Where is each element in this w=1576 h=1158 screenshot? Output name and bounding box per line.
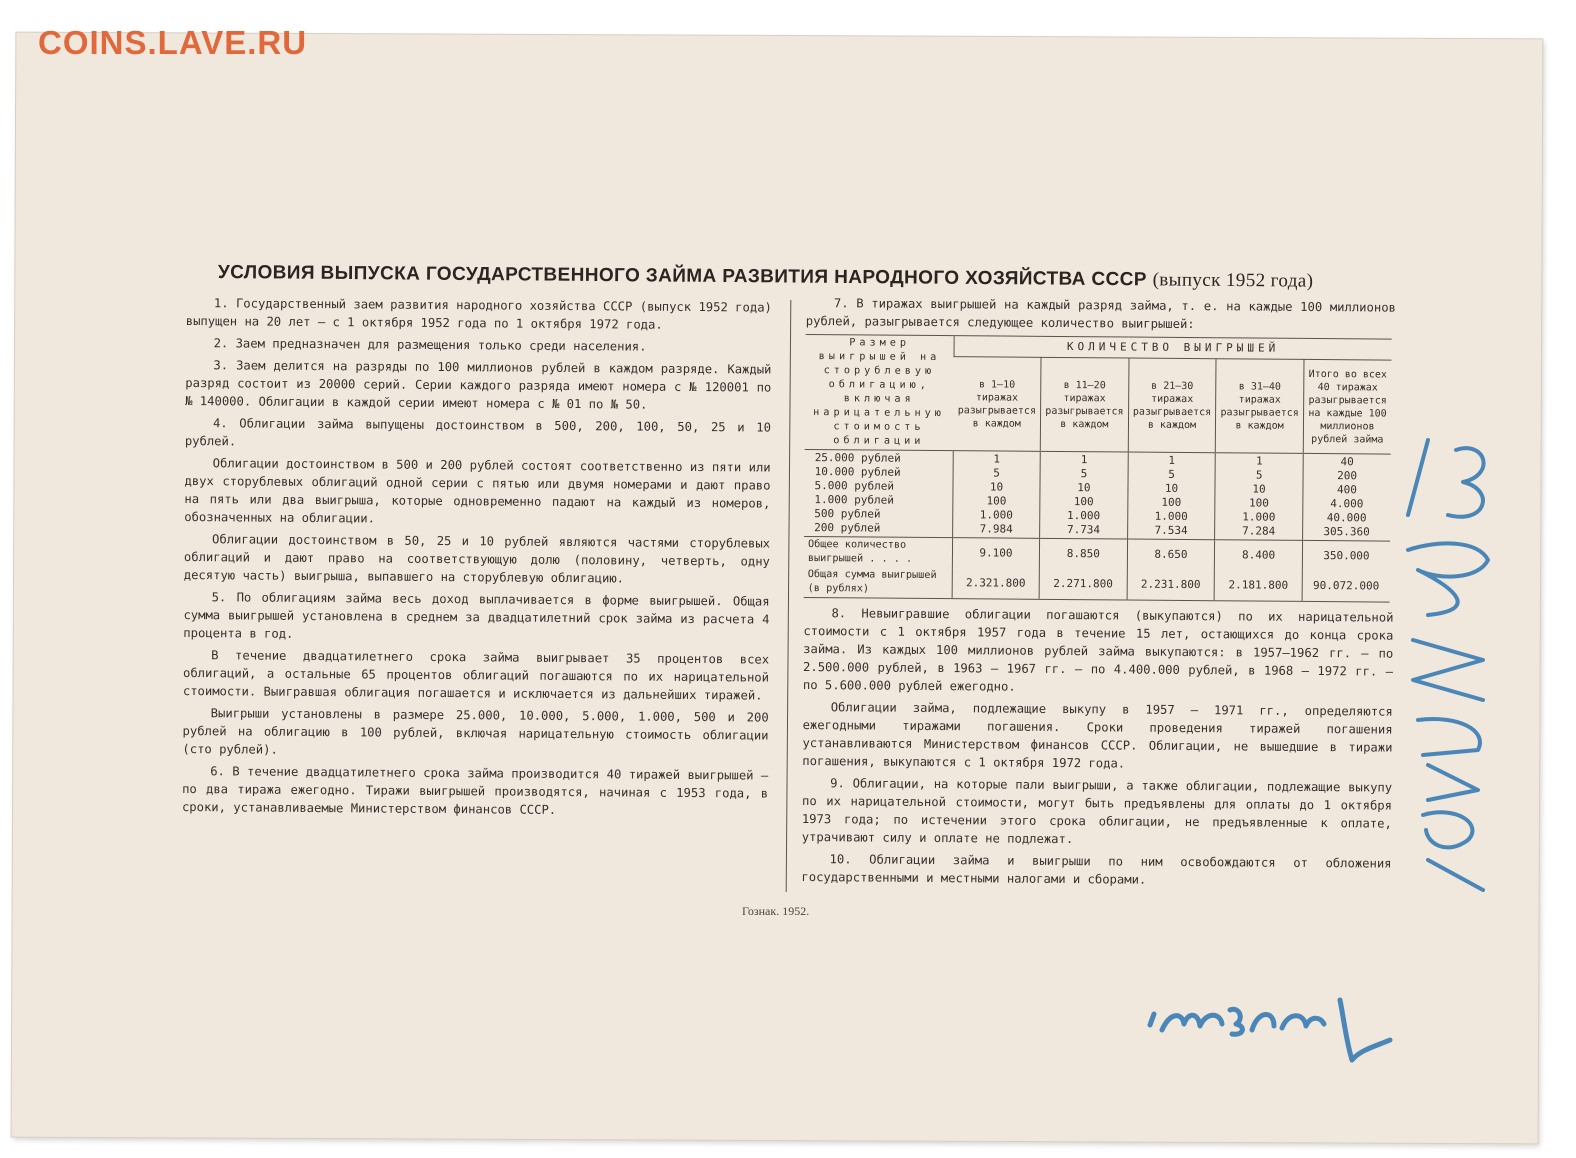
cell: 1.000	[1242, 510, 1276, 524]
cell: 7.984	[979, 522, 1013, 536]
clause-paragraph: 4. Облигации займа выпущены достоинством в 500, 200, 100, 50, 25 и 10 рублей.	[184, 416, 772, 449]
cell: 5	[1080, 467, 1088, 481]
cell: 5	[1255, 468, 1263, 482]
table-column-header: в 1—10 тиражах разыгрывается в каждом	[953, 357, 1041, 452]
cell: 5	[993, 466, 1000, 480]
cell: 2.231.800	[1127, 570, 1215, 601]
printer-imprint: Гознак. 1952.	[742, 904, 810, 918]
cell: 40	[1340, 455, 1354, 469]
cell: 2.321.800	[952, 568, 1039, 599]
cell: 1	[1168, 453, 1176, 467]
clause-paragraph: 8. Невыигравшие облигации погашаются (выкупаются) по их нарицательной стоимости с 1 октября 1957 года в течение 15 лет, остающихся до конца срока займа. Из каждых 100 миллионов рублей займа выкупаются: в 1957—1962 гг. — по 2.500.000 рублей, в 1963 — 1967 гг. — по 4.400.000 рублей, в 1968 — 1972 гг. — по 5.600.000 рублей ежегодно.	[802, 606, 1394, 694]
cell: 40.000	[1326, 511, 1367, 525]
handwritten-signature	[1140, 990, 1400, 1070]
cell: 305.360	[1323, 525, 1370, 539]
cell: 1	[1255, 454, 1263, 468]
cell: 1	[1080, 453, 1088, 467]
cell: 100	[1073, 495, 1094, 509]
cell: 1	[993, 452, 1001, 466]
table-column-header: в 31—40 тиражах разыгрывается в каждом	[1216, 359, 1304, 454]
cell: 10	[1164, 481, 1179, 495]
denomination: 500 рублей	[814, 507, 881, 521]
denomination: 25.000 рублей	[814, 451, 901, 465]
clause-paragraph: В течение двадцатилетнего срока займа выигрывает 35 процентов всех облигаций, а остальные 65 процентов облигаций погашаются по их нарицательной стоимости. Выигравшая облигация погашается и исключается из дальнейших тиражей.	[182, 648, 770, 703]
cell: 200	[1337, 469, 1358, 483]
clause-paragraph: 7. В тиражах выигрышей на каждый разряд займа, т. е. на каждые 100 миллионов рублей, разыгрывается следующее количество выигрышей:	[805, 296, 1396, 332]
denomination: 1.000 рублей	[814, 493, 894, 507]
handwritten-vertical-note	[1368, 420, 1518, 900]
cell: 1.000	[1154, 509, 1188, 524]
total-count-label: Общее количество выигрышей . . . .	[804, 536, 953, 568]
table-row-header: Размер выигрышей на сторублевую облигацию, включая нарицательную стоимость облигации	[805, 334, 954, 450]
table-column-header: в 11—20 тиражах разыгрывается в каждом	[1040, 358, 1128, 453]
clause-paragraph: 9. Облигации, на которые пали выигрыши, а также облигации, подлежащие выкупу по их нарицательной стоимости, могут быть предъявлены для оплаты до 1 октября 1973 года; по истечении этого срока облигации, не предъявленные к оплате, утрачивают силу и оплате не подлежат.	[801, 776, 1393, 847]
total-sum-label: Общая сумма выигрышей (в рублях)	[804, 567, 953, 599]
site-watermark: COINS.LAVE.RU	[38, 24, 308, 61]
title-issue-year: (выпуск 1952 года)	[1152, 269, 1314, 292]
table-column-header: Итого во всех 40 тиражах разыгрывается на каждые 100 миллионов рублей займа	[1303, 360, 1391, 455]
cell: 7.734	[1066, 523, 1101, 537]
table-row-total-count	[804, 536, 1390, 571]
clause-paragraph: 6. В течение двадцатилетнего срока займа производится 40 тиражей выигрышей — по два тиража ежегодно. Тиражи выигрышей производятся, начиная с 1953 года, в сроки, устанавливаемые Министерством финансов СССР.	[181, 764, 769, 817]
value-column	[1215, 453, 1303, 541]
cell: 350.000	[1302, 540, 1390, 571]
clause-paragraph: 1. Государственный заем развития народного хозяйства СССР (выпуск 1952 года) выпущен на 20 лет — с 1 октября 1952 года по 1 октября 1972 года.	[185, 296, 772, 332]
cell: 10	[1077, 481, 1091, 495]
left-column	[182, 294, 772, 825]
cell: 100	[1248, 496, 1269, 510]
cell: 100	[1161, 495, 1182, 509]
cell: 2.271.800	[1039, 569, 1127, 600]
cell: 400	[1336, 483, 1357, 497]
cell: 8.650	[1127, 539, 1215, 570]
cell: 90.072.000	[1302, 571, 1390, 602]
clause-paragraph: Облигации достоинством в 500 и 200 рублей состоят соответственно из пяти или двух сторублевых облигаций одной серии с пятью или двумя номерами и дают право на пять или два выигрыша, которые одновременно падают на каждый из номеров, обозначенных на облигации.	[184, 456, 771, 526]
table-column-header: в 21—30 тиражах разыгрывается в каждом	[1128, 358, 1216, 453]
value-column	[1040, 451, 1128, 539]
cell: 4.000	[1330, 497, 1364, 511]
clause-paragraph: Выигрыши установлены в размере 25.000, 10.000, 5.000, 1.000, 500 и 200 рублей на облигацию в 100 рублей, включая нарицательную стоимость облигации (сто рублей).	[182, 706, 769, 757]
cell: 10	[989, 480, 1004, 494]
cell: 2.181.800	[1214, 570, 1302, 601]
clause-paragraph: 2. Заем предназначен для размещения только среди населения.	[213, 336, 647, 354]
value-column	[1127, 452, 1215, 540]
clause-paragraph: 10. Облигации займа и выигрыши по ним освобождаются от обложения государственными и местными налогами и сборами.	[801, 852, 1392, 887]
cell: 8.850	[1039, 538, 1127, 569]
prize-table	[804, 334, 1392, 603]
denomination-list	[804, 449, 953, 537]
cell: 1.000	[979, 508, 1013, 522]
table-row	[804, 449, 1391, 541]
cell: 1.000	[1067, 509, 1101, 523]
value-column	[953, 451, 1041, 539]
denomination: 200 рублей	[814, 521, 881, 535]
clause-paragraph: Облигации займа, подлежащие выкупу в 1957 — 1971 гг., определяются ежегодными тиражами погашения. Сроки проведения тиражей погашения устанавливаются Министерством финансов СССР. Облигации, не вышедшие в тиражи погашения, выкупаются с 1 октября 1972 года.	[802, 700, 1393, 771]
table-row-total-sum	[804, 567, 1390, 602]
cell: 9.100	[952, 538, 1039, 569]
cell: 7.534	[1154, 523, 1188, 538]
clause-paragraph: Облигации достоинством в 50, 25 и 10 рублей являются частями сторублевых облигаций и дают право на соответствующую долю (половину, четверть, одну десятую часть) выигрыша, выпавшего на сторублевую облигацию.	[183, 532, 771, 586]
cell: 7.284	[1242, 524, 1276, 538]
cell: 5	[1168, 467, 1175, 481]
title-main: УСЛОВИЯ ВЫПУСКА ГОСУДАРСТВЕННОГО ЗАЙМА РАЗВИТИЯ НАРОДНОГО ХОЗЯЙСТВА СССР	[217, 262, 1148, 291]
right-column	[801, 294, 1396, 895]
cell: 8.400	[1215, 540, 1303, 571]
clause-paragraph: 3. Заем делится на разряды по 100 миллионов рублей в каждом разряде. Каждый разряд состоит из 20000 серий. Серии каждого разряда имеют номера с № 120001 по № 140000. Облигации в каждой серии имеют номера с № 01 по № 50.	[185, 358, 772, 412]
denomination: 10.000 рублей	[814, 465, 901, 479]
table-group-header: КОЛИЧЕСТВО ВЫИГРЫШЕЙ	[954, 336, 1392, 361]
denomination: 5.000 рублей	[814, 479, 895, 493]
cell: 100	[986, 494, 1007, 508]
clause-paragraph: 5. По облигациям займа весь доход выплачивается в форме выигрышей. Общая сумма выигрышей установлена в среднем за двадцатилетний срок займа из расчета 4 процента в год.	[183, 590, 770, 641]
cell: 10	[1252, 482, 1266, 496]
